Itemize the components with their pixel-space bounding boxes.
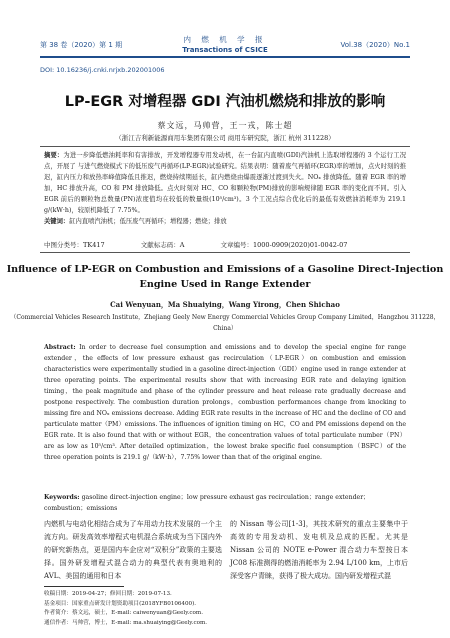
keywords-cn-label: 关键词： [44,218,70,225]
keywords-cn-text: 缸内直喷汽油机；低压废气再循环；增程器；燃烧；排放 [69,218,227,225]
footnote-fund: 基金项目：国家重点研发计划资助项目(2018YFB0106400). [44,600,197,607]
footnote-corresponding: 通信作者：马帅营，博士，E-mail: ma.shuaiying@Geely.com. [44,619,208,626]
abstract-top-rule [40,146,410,147]
title-en: Influence of LP-EGR on Combustion and Emissions of a Gasoline Direct-Injection Engine Used in Range Extender [6,264,444,290]
abstract-en-text: In order to decrease fuel consumption and emissions and to develop the special engine for range extender，the effects of low pressure exhaust gas recirculation（LP-EGR）on combustion and emission characteristics were experimentally studied in a gasoline direct-injection（GDI）engine used in range extender at three operating points. The experimental results show that with increasing EGR rate and delaying ignition timing，the peak magnitude and phase of the cylinder pressure and heat release rate gradually decrease and postpone respectively. The combustion duration prolongs，combustion performances change from knocking to missing fire and NOₓ emissions decrease. Adding EGR rate results in the increase of HC and the decline of CO and particulate matter（PM）emissions. The influences of ignition timing on HC，CO and PM emissions depend on the EGR rate. It is also found that with or without EGR，the concentration values of total particulate number（PN）are as low as 10⁵/cm³. After detailed optimization，the lowest brake specific fuel consumption（BSFC）of the three operation points is 219.1 g/（kW·h），7.75% lower than that of the original engine. [44,344,406,461]
journal-header [0,0,450,58]
journal-name-cn: 内 燃 机 学 报 [183,35,267,44]
footnote-author: 作者简介：蔡文远，硕士，E-mail: caiwenyuan@Geely.com. [44,610,203,616]
journal-name-en: Transactions of CSICE [182,46,268,54]
keywords-en-label: Keywords: [44,494,80,501]
authors-cn: 蔡文远，马帅营，王一戎，陈士超 [157,121,293,130]
abstract-bottom-rule [40,252,410,253]
footnote-received: 收稿日期：2019-04-27；修回日期：2019-07-13. [44,591,172,597]
title-cn: LP-EGR 对增程器 GDI 汽油机燃烧和排放的影响 [64,94,386,110]
journal-name [150,34,300,54]
body-column-left: 内燃机与电动化相结合成为了车用动力技术发展的一个主流方向。研发高效率增程式电机混合系统成为当下国内外的研究新热点，更是国内车企应对“双积分”政策的主要选择。国外研发增程式混合动力的典型代表有奥地利的 AVL、美国的通用和日本 [44,520,222,580]
doi: DOI: 10.16236/j.cnki.nrjxb.202001006 [40,66,165,74]
document-code: 文献标志码：A [140,241,185,249]
keywords-en [44,492,406,514]
volume-issue-en: Vol.38（2020）No.1 [340,41,410,49]
body-column-right: 的 Nissan 等公司[1-3]，其技术研究的重点主要集中于高效的专用发动机、发电机及总成的匹配。尤其是Nissan 公司的 NOTE e-Power 混合动力车型按日本JC08 标准测得的燃油消耗率为 2.94 L/100 km，上市后深受客户青睐，获得了极大成功。国内研发增程式混 [230,520,408,580]
footnotes [44,590,244,628]
abstract-cn-label: 摘要： [44,152,64,159]
abstract-en [44,342,406,463]
footnote-rule [44,586,124,587]
article-number: 文章编号：1000-0909(2020)01-0042-07 [220,241,348,249]
classification-row [44,240,406,249]
authors-en: Cai Wenyuan，Ma Shuaiying，Wang Yirong，Chen Shichao [110,300,340,309]
abstract-en-label: Abstract: [44,344,76,351]
clc-number: 中图分类号：TK417 [44,241,105,249]
header-rule [40,56,410,58]
affiliation-cn: （浙江吉利新能源商用车集团有限公司 商用车研究院，浙江 杭州 311228） [115,134,335,142]
keywords-en-text: gasoline direct-injection engine；low pressure exhaust gas recirculation；range extender；combustion；emissions [44,494,370,512]
volume-issue-cn: 第 38 卷（2020）第 1 期 [40,41,123,49]
abstract-cn [44,150,406,227]
affiliation-en: （Commercial Vehicles Research Institute，Zhejiang Geely New Energy Commercial Vehicles Group Company Limited，Hangzhou 311228，China） [10,314,440,332]
abstract-cn-text: 为进一步降低燃油耗率和有害排放，开发增程器专用发动机，在一台缸内直喷(GDI)汽油机上选取增程器的 3 个运行工况点，开展了 与进气燃烧模式下的低压废气再循环(LP-EGR)试验研究。结果表明：随着废气再循环(EGR)率的增加，点火时刻的推迟，缸内压力和放热率峰值降低且推迟，燃烧持续期延长，缸内燃烧由爆震逐渐过渡到失火。NOₓ 排放降低。随着 EGR 率的增加，HC 排放升高，CO 和 PM 排放降低。点火时刻对 HC、CO 和颗粒物(PM)排放的影响规律随 EGR 率的变化而不同。引入 EGR 前后的颗粒物总数量(PN)浓度值均在较低的数量级(10⁵/cm³)。3 个工况点综合优化后的最低有效燃油消耗率为 219.1 g/(kW·h)，较原机降低了 7.75%。 [44,152,407,214]
